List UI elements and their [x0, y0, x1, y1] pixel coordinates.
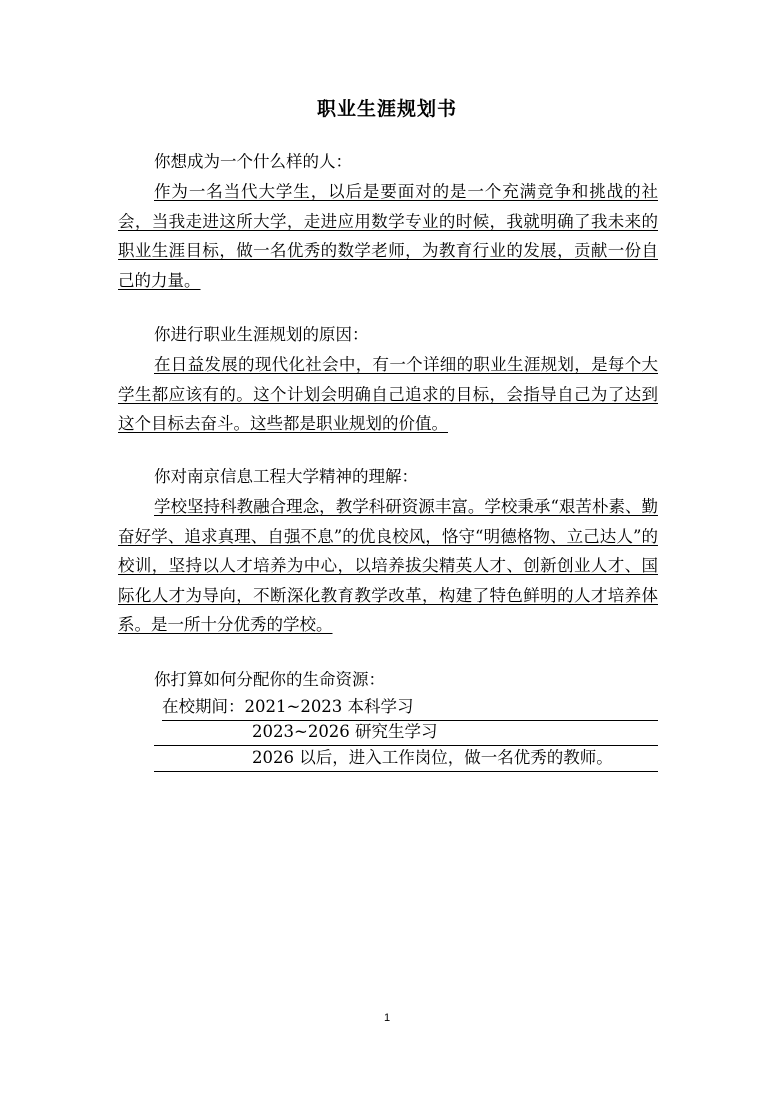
section-question: 你打算如何分配你的生命资源：	[154, 670, 385, 689]
section-university-spirit	[118, 462, 658, 640]
allocation-list	[118, 695, 658, 772]
section-planning-reason	[118, 320, 658, 439]
allocation-line-graduate	[154, 721, 658, 747]
section-answer: 学校坚持科教融合理念，教学科研资源丰富。学校秉承“艰苦朴素、勤奋好学、追求真理、自强不息”的优良校风，恪守“明德格物、立己达人”的校训，坚持以人才培养为中心，以培养拔尖精英人才、创新创业人才、国际化人才为导向，不断深化教育教学改革，构建了特色鲜明的人才培养体系。是一所十分优秀的学校。	[118, 497, 658, 634]
section-answer: 作为一名当代大学生，以后是要面对的是一个充满竞争和挑战的社会，当我走进这所大学，走进应用数学专业的时候，我就明确了我未来的职业生涯目标，做一名优秀的数学老师，为教育行业的发展，贡献一份自己的力量。	[118, 182, 658, 290]
section-life-allocation	[118, 665, 658, 772]
allocation-text: 2026 以后，进入工作岗位，做一名优秀的教师。	[252, 747, 613, 767]
section-question: 你想成为一个什么样的人：	[154, 152, 352, 171]
allocation-line-career	[154, 746, 658, 772]
section-ideal-self	[118, 147, 658, 295]
section-question: 你对南京信息工程大学精神的理解：	[154, 467, 418, 486]
section-answer: 在日益发展的现代化社会中，有一个详细的职业生涯规划，是每个大学生都应该有的。这个计划会明确自己追求的目标，会指导自己为了达到这个目标去奋斗。这些都是职业规划的价值。	[118, 355, 658, 433]
allocation-text: 在校期间：2021~2023 本科学习	[162, 696, 414, 716]
allocation-text: 2023~2026 研究生学习	[252, 722, 438, 741]
page-number: 1	[383, 1012, 391, 1024]
allocation-line-undergrad	[162, 695, 658, 721]
document-title: 职业生涯规划书	[316, 98, 457, 120]
section-question: 你进行职业生涯规划的原因：	[154, 325, 369, 344]
